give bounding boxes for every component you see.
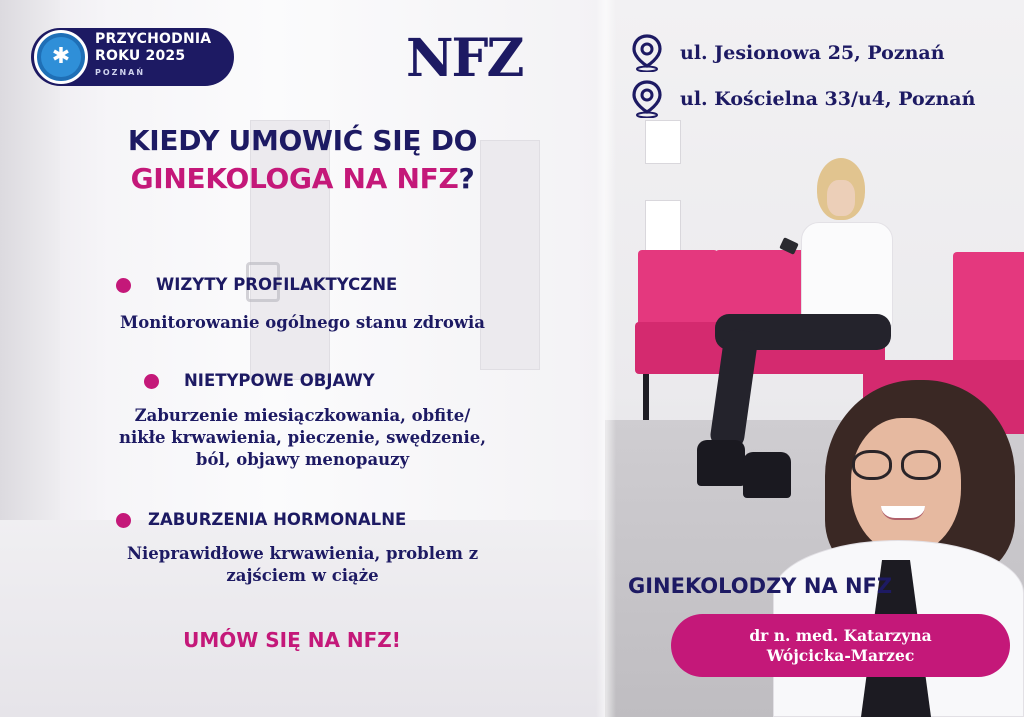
doctor-name-line: dr n. med. Katarzyna [749, 625, 932, 645]
headline-accent: GINEKOLOGA NA NFZ [130, 162, 459, 195]
doctors-heading: GINEKOLODZY NA NFZ [628, 574, 893, 598]
address-text: ul. Kościelna 33/u4, Poznań [680, 88, 976, 110]
wall-notice [645, 200, 681, 252]
description-line: Monitorowanie ogólnego stanu zdrowia [120, 313, 485, 332]
cta-text: UMÓW SIĘ NA NFZ! [183, 628, 401, 652]
patient-face [827, 180, 855, 216]
description-line: Nieprawidłowe krwawienia, problem z [126, 544, 479, 563]
item-description [60, 543, 545, 587]
doctor-glasses [852, 450, 892, 480]
bullet-dot [116, 278, 131, 293]
description-line: ból, objawy menopauzy [195, 450, 410, 469]
headline-line2 [0, 162, 605, 195]
photo-divider [596, 0, 616, 717]
star-of-life-icon: ✱ [34, 30, 88, 84]
bullet-dot [116, 513, 131, 528]
wall-notice [645, 120, 681, 164]
nfz-logo: NFZ [406, 28, 523, 89]
badge-city: POZNAŃ [95, 68, 146, 77]
bullet-dot [144, 374, 159, 389]
location-pin-icon [632, 80, 662, 118]
item-description [60, 405, 545, 471]
doctor-face [851, 418, 961, 554]
headline-line1: KIEDY UMOWIĆ SIĘ DO [127, 124, 478, 157]
doctor-name-pill [671, 614, 1010, 677]
badge-year: ROKU 2025 [95, 48, 186, 64]
patient-boot [697, 440, 745, 486]
description-line: zajściem w ciąże [226, 566, 379, 585]
doctor-name-line: Wójcicka-Marzec [766, 645, 915, 665]
badge-title: PRZYCHODNIA [95, 31, 212, 47]
address-row [632, 34, 945, 72]
description-line: nikłe krwawienia, pieczenie, swędzenie, [118, 428, 487, 447]
item-title: WIZYTY PROFILAKTYCZNE [156, 275, 398, 294]
item-description [60, 312, 545, 334]
headline-question-mark: ? [458, 162, 475, 195]
address-text: ul. Jesionowa 25, Poznań [680, 42, 945, 64]
location-pin-icon [632, 34, 662, 72]
bench-backrest [953, 252, 1024, 372]
patient-boot [743, 452, 791, 498]
item-title: NIETYPOWE OBJAWY [184, 371, 375, 390]
doctor-glasses [901, 450, 941, 480]
bench-backrest [638, 250, 718, 330]
address-row [632, 80, 975, 118]
description-line: Zaburzenie miesiączkowania, obfite/ [134, 406, 471, 425]
item-title: ZABURZENIA HORMONALNE [148, 510, 407, 529]
bench-leg [643, 374, 649, 420]
hallway-door [250, 120, 330, 380]
